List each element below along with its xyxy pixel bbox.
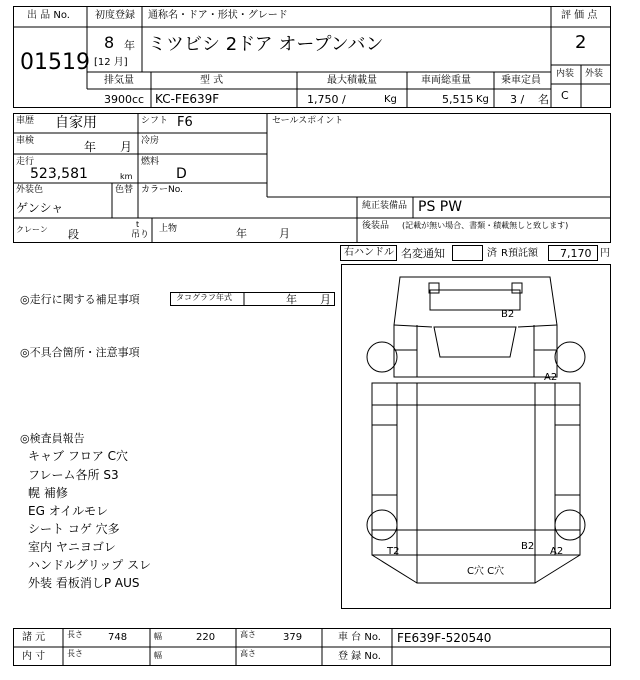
inspector-line: 幌 補修 [28, 486, 68, 500]
recycle-label: R預託額 [501, 248, 538, 259]
name-label: 通称名・ドア・形状・グレード [148, 10, 288, 21]
mileage-unit: km [120, 172, 133, 181]
crane-label: クレーン [16, 225, 48, 234]
history-label: 車歴 [16, 116, 35, 126]
damage-mark: C穴 C穴 [467, 566, 505, 577]
in-length-label: 長さ [67, 649, 83, 658]
capacity: 3 / [510, 93, 525, 106]
color-change-label: 色替 [115, 185, 134, 195]
aftermarket-note: (記載が無い場合、書類・積載無しと致します) [402, 221, 569, 230]
lot-no: 01519 [20, 50, 90, 75]
reg-month: [12 月] [94, 57, 128, 68]
lot-no-label: 出 品 No. [27, 10, 70, 21]
history: 自家用 [55, 115, 97, 131]
mileage: 523,581 [30, 166, 88, 182]
inspector-line: キャブ フロア C穴 [28, 449, 129, 463]
vin-value: FE639F-520540 [397, 631, 492, 645]
capacity-label: 乗車定員 [501, 75, 541, 86]
color-no-label: カラーNo. [141, 185, 183, 195]
inspector-line: シート コゲ 穴多 [28, 522, 120, 536]
tacho-month: 月 [320, 293, 331, 306]
crane-stage: 段 [68, 228, 79, 241]
inspection-label: 車検 [16, 136, 35, 146]
inspector-line: EG オイルモレ [28, 504, 109, 518]
ext-color-label: 外装色 [16, 185, 44, 195]
truck-diagram [342, 265, 610, 608]
model: KC-FE639F [155, 92, 220, 106]
damage-mark: A2 [550, 546, 564, 557]
genuine-label: 純正装備品 [362, 201, 408, 211]
max-load-label: 最大積載量 [327, 75, 377, 86]
damage-mark: A2 [544, 372, 558, 383]
max-load: 1,750 / [307, 93, 346, 106]
defects-label: ◎不具合箇所・注意事項 [20, 346, 140, 359]
tacho-year: 年 [286, 293, 297, 306]
upper-month: 月 [279, 227, 290, 240]
upper-year: 年 [236, 227, 247, 240]
gross-weight: 5,515 [442, 93, 474, 106]
upper-label: 上物 [159, 224, 178, 234]
fuel-label: 燃料 [141, 157, 160, 167]
grade-label: 評 価 点 [561, 10, 598, 21]
shift-label: シフト [141, 116, 169, 126]
first-reg-label: 初度登録 [95, 10, 135, 21]
exterior-label: 外装 [585, 69, 604, 79]
recycle-unit: 円 [600, 248, 610, 259]
in-width-label: 幅 [154, 651, 162, 660]
ext-color: ゲンシャ [16, 201, 64, 215]
displacement-unit: cc [132, 93, 145, 106]
width-label: 幅 [154, 632, 162, 641]
name-change-label: 名変通知 [401, 247, 445, 260]
interior-score: C [561, 89, 569, 102]
ac-label: 冷房 [141, 136, 160, 146]
gross-weight-label: 車両総重量 [421, 75, 471, 86]
displacement-label: 排気量 [104, 75, 134, 86]
interior-dims-label: 内 寸 [22, 651, 46, 662]
dims-label: 諸 元 [22, 632, 46, 643]
car-name: ミツビシ 2ドア オープンバン [148, 34, 384, 55]
width-value: 220 [196, 632, 216, 643]
recycle-prefix: 済 [487, 248, 497, 259]
crane-hang: 吊り [131, 230, 150, 240]
mileage-label: 走行 [16, 157, 35, 167]
length-value: 748 [108, 632, 128, 643]
max-load-unit: Kg [384, 94, 397, 105]
length-label: 長さ [67, 630, 83, 639]
height-value: 379 [283, 632, 303, 643]
inspection-month: 月 [120, 140, 133, 154]
inspector-line: ハンドルグリップ スレ [28, 558, 152, 572]
aftermarket-label: 後装品 [362, 221, 390, 231]
fuel: D [176, 166, 187, 182]
gross-weight-unit: Kg [476, 94, 489, 105]
vin-label: 車 台 No. [338, 632, 381, 643]
reg-no-label: 登 録 No. [338, 651, 381, 662]
tacho-label: タコグラフ年式 [176, 293, 232, 302]
inspector-line: 外装 看板消しP AUS [28, 576, 140, 590]
crane-t: t [136, 220, 140, 229]
inspection-year: 年 [84, 140, 97, 154]
height-label: 高さ [240, 630, 256, 639]
handle-badge: 右ハンドル [344, 247, 394, 258]
displacement: 3900 [104, 93, 132, 106]
shift: F6 [177, 115, 193, 130]
genuine-equipment: PS PW [418, 199, 463, 215]
reg-year-unit: 年 [124, 39, 135, 52]
capacity-unit: 名 [538, 93, 549, 106]
damage-mark: T2 [387, 546, 400, 557]
damage-mark: B2 [521, 541, 535, 552]
inspector-label: ◎検査員報告 [20, 432, 85, 445]
sales-point-label: セールスポイント [272, 116, 344, 126]
inspector-line: 室内 ヤニヨゴレ [28, 540, 116, 554]
model-label: 型 式 [200, 75, 224, 86]
damage-mark: B2 [501, 309, 515, 320]
reg-year: 8 [104, 33, 115, 52]
in-height-label: 高さ [240, 649, 256, 658]
recycle-amount: 7,170 [560, 247, 592, 260]
interior-label: 内装 [556, 69, 575, 79]
driving-notes-label: ◎走行に関する補足事項 [20, 293, 140, 306]
score: 2 [575, 32, 587, 53]
inspector-line: フレーム各所 S3 [28, 468, 119, 482]
